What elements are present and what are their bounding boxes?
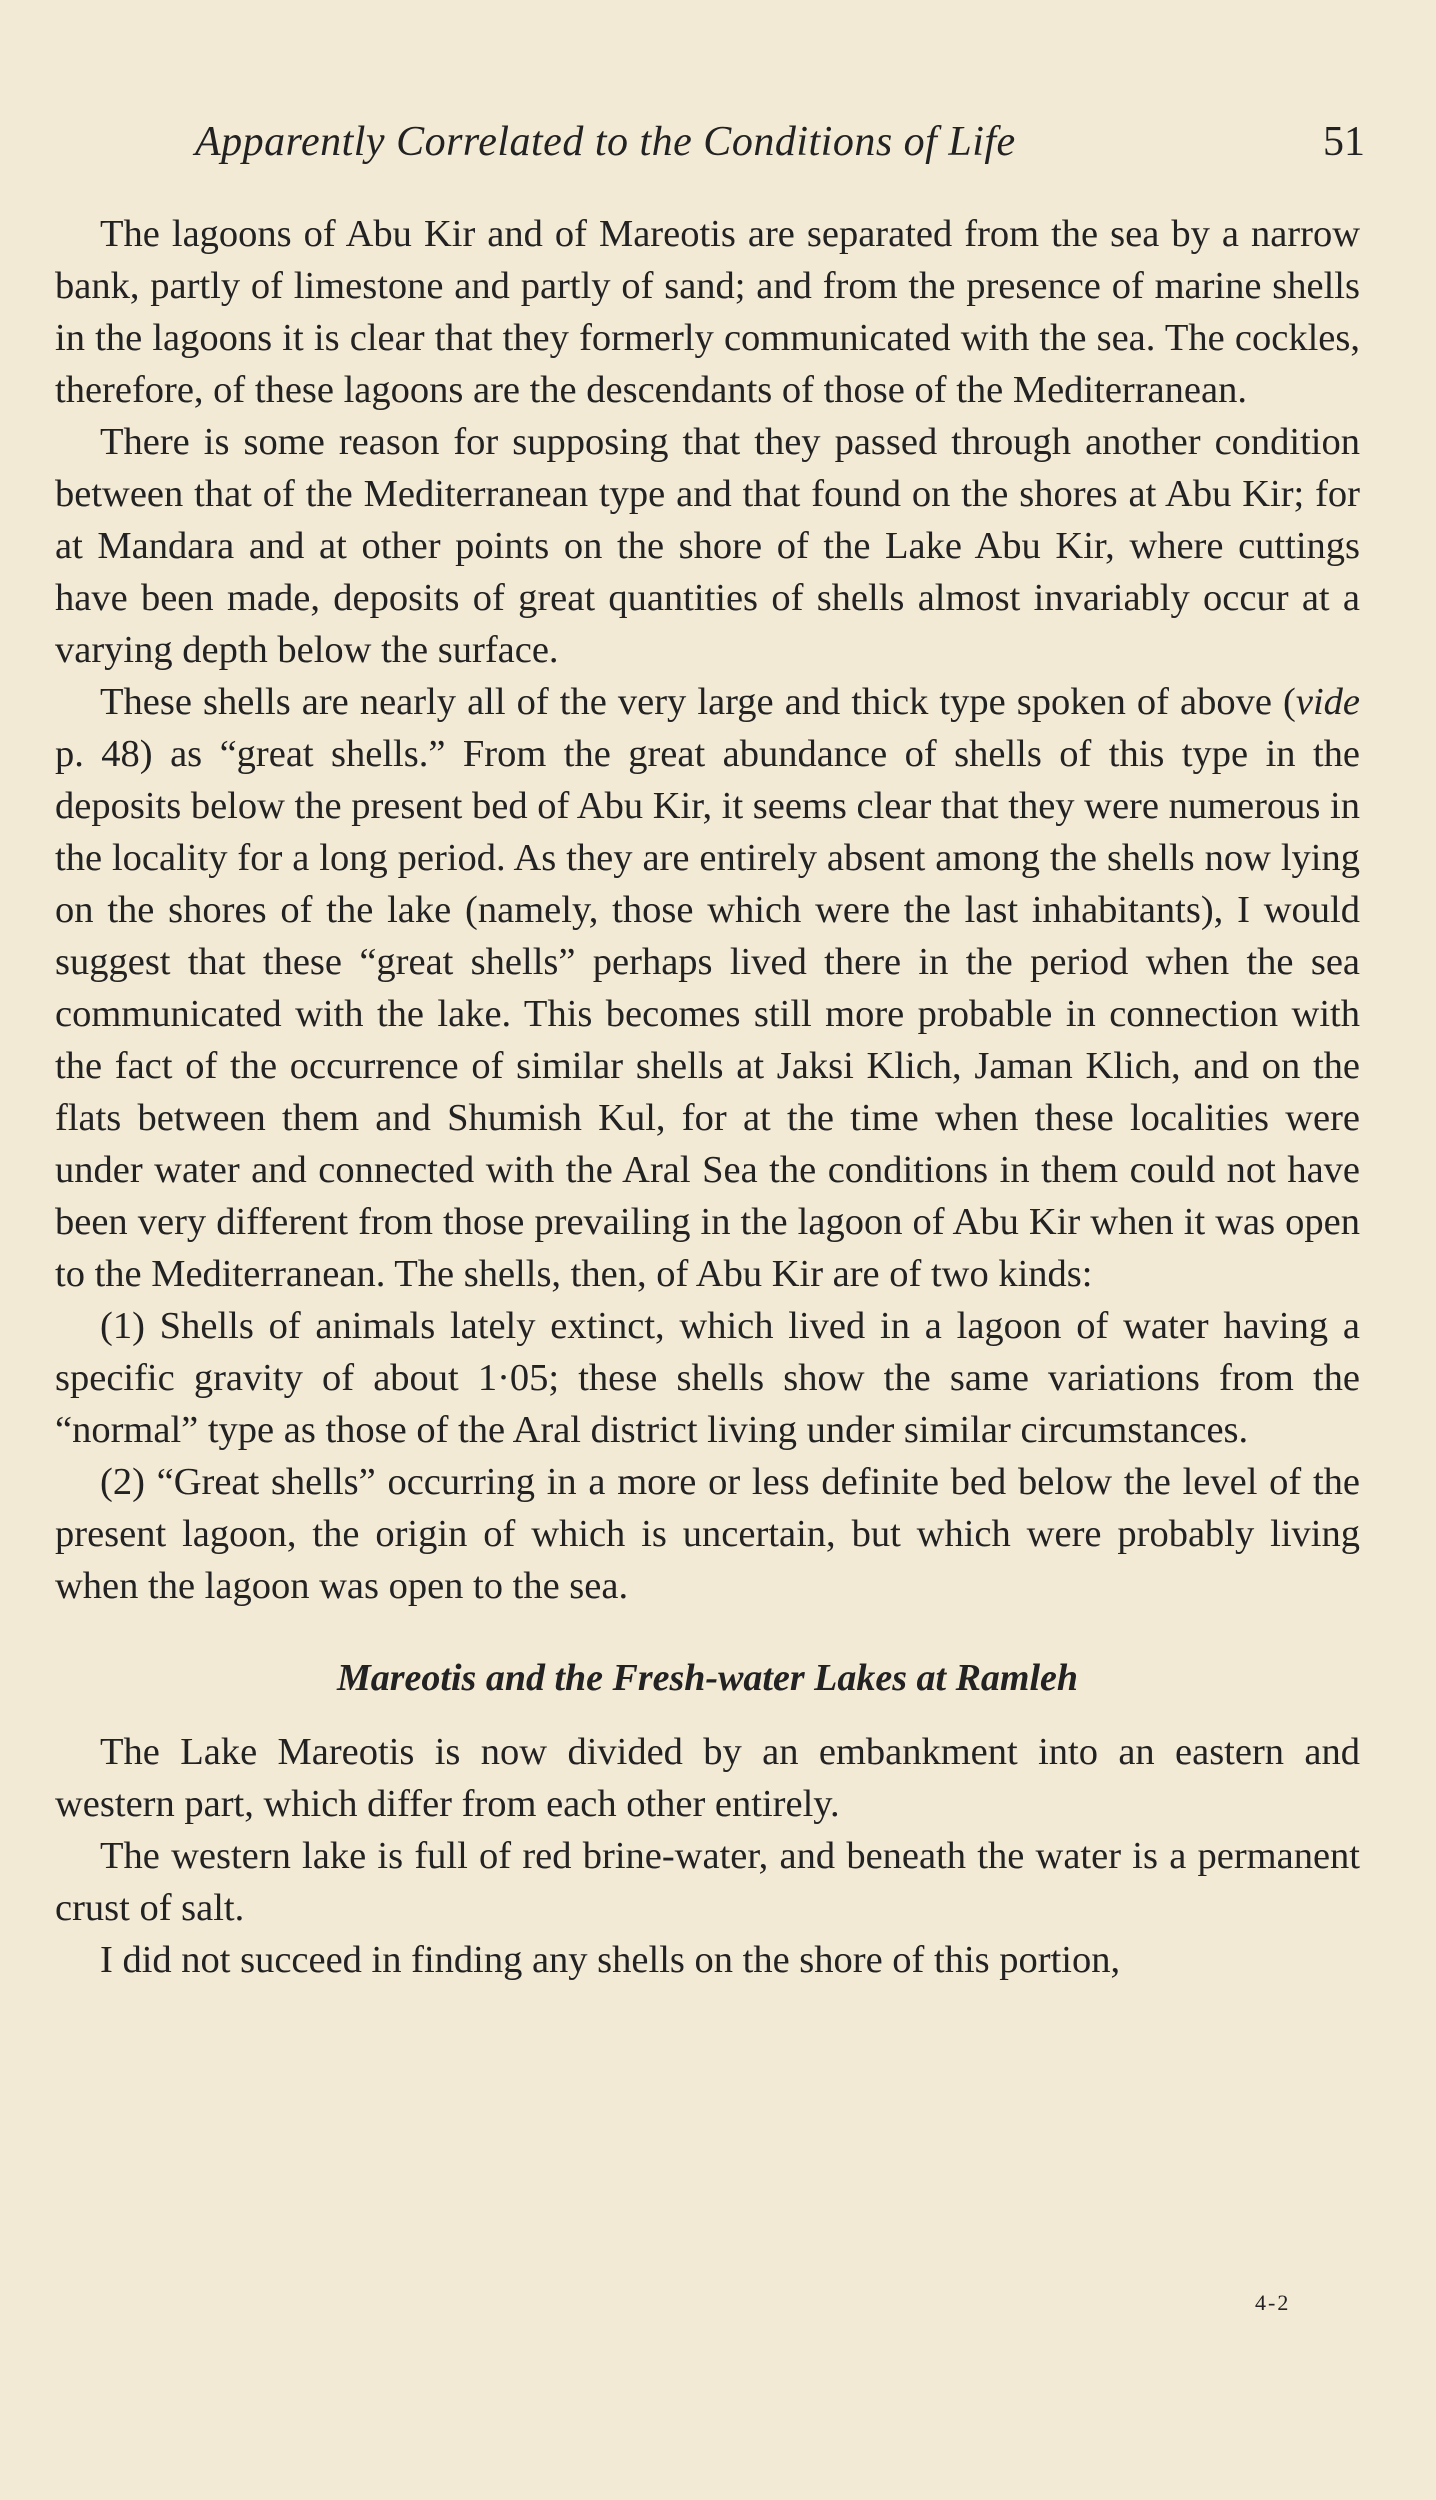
- paragraph-3: [55, 676, 1360, 1300]
- page-number: 51: [1323, 119, 1365, 165]
- paragraph-1: The lagoons of Abu Kir and of Mareotis are separated from the sea by a narrow bank, partly of limestone and partly of sand; and from the presence of marine shells in the lagoons it is clear that they formerly communicated with the sea. The cockles, therefore, of these lagoons are the descendants of those of the Mediterranean.: [55, 213, 1360, 411]
- section-paragraph-3: I did not succeed in finding any shells on the shore of this portion,: [100, 1939, 1121, 1981]
- body-text: [55, 208, 1360, 1986]
- paragraph-5: (2) “Great shells” occurring in a more or less definite bed below the level of the present lagoon, the origin of which is uncertain, but which were probably living when the lagoon was open to the sea.: [55, 1461, 1360, 1607]
- section-heading: Mareotis and the Fresh-water Lakes at Ramleh: [336, 1657, 1079, 1699]
- section-paragraph-1: The Lake Mareotis is now divided by an embankment into an eastern and western part, which differ from each other entirely.: [55, 1731, 1360, 1825]
- running-title: Apparently Correlated to the Conditions of Life: [195, 119, 1016, 165]
- paragraph-3-italic: vide: [1295, 681, 1360, 723]
- running-head: [195, 118, 1365, 178]
- paragraph-4: (1) Shells of animals lately extinct, which lived in a lagoon of water having a specific gravity of about 1·05; these shells show the same variations from the “normal” type as those of the Aral district living under similar circumstances.: [55, 1305, 1360, 1451]
- section-paragraph-2: The western lake is full of red brine-water, and beneath the water is a permanent crust of salt.: [55, 1835, 1360, 1929]
- paragraph-3-part-a: These shells are nearly all of the very large and thick type spoken of above (: [100, 681, 1296, 723]
- signature-mark: 4-2: [1255, 2290, 1291, 2315]
- paragraph-2: There is some reason for supposing that they passed through another condition between that of the Mediterranean type and that found on the shores at Abu Kir; for at Mandara and at other points on the shore of the Lake Abu Kir, where cuttings have been made, deposits of great quantities of shells almost invariably occur at a varying depth below the surface.: [55, 421, 1360, 671]
- paragraph-3-part-b: p. 48) as “great shells.” From the great abundance of shells of this type in the deposits below the present bed of Abu Kir, it seems clear that they were numerous in the locality for a long period. As they are entirely absent among the shells now lying on the shores of the lake (namely, those which were the last inhabitants), I would suggest that these “great shells” perhaps lived there in the period when the sea communicated with the lake. This becomes still more probable in connection with the fact of the occurrence of similar shells at Jaksi Klich, Jaman Klich, and on the flats between them and Shumish Kul, for at the time when these localities were under water and connected with the Aral Sea the conditions in them could not have been very different from those prevailing in the lagoon of Abu Kir when it was open to the Mediterranean. The shells, then, of Abu Kir are of two kinds:: [55, 733, 1360, 1295]
